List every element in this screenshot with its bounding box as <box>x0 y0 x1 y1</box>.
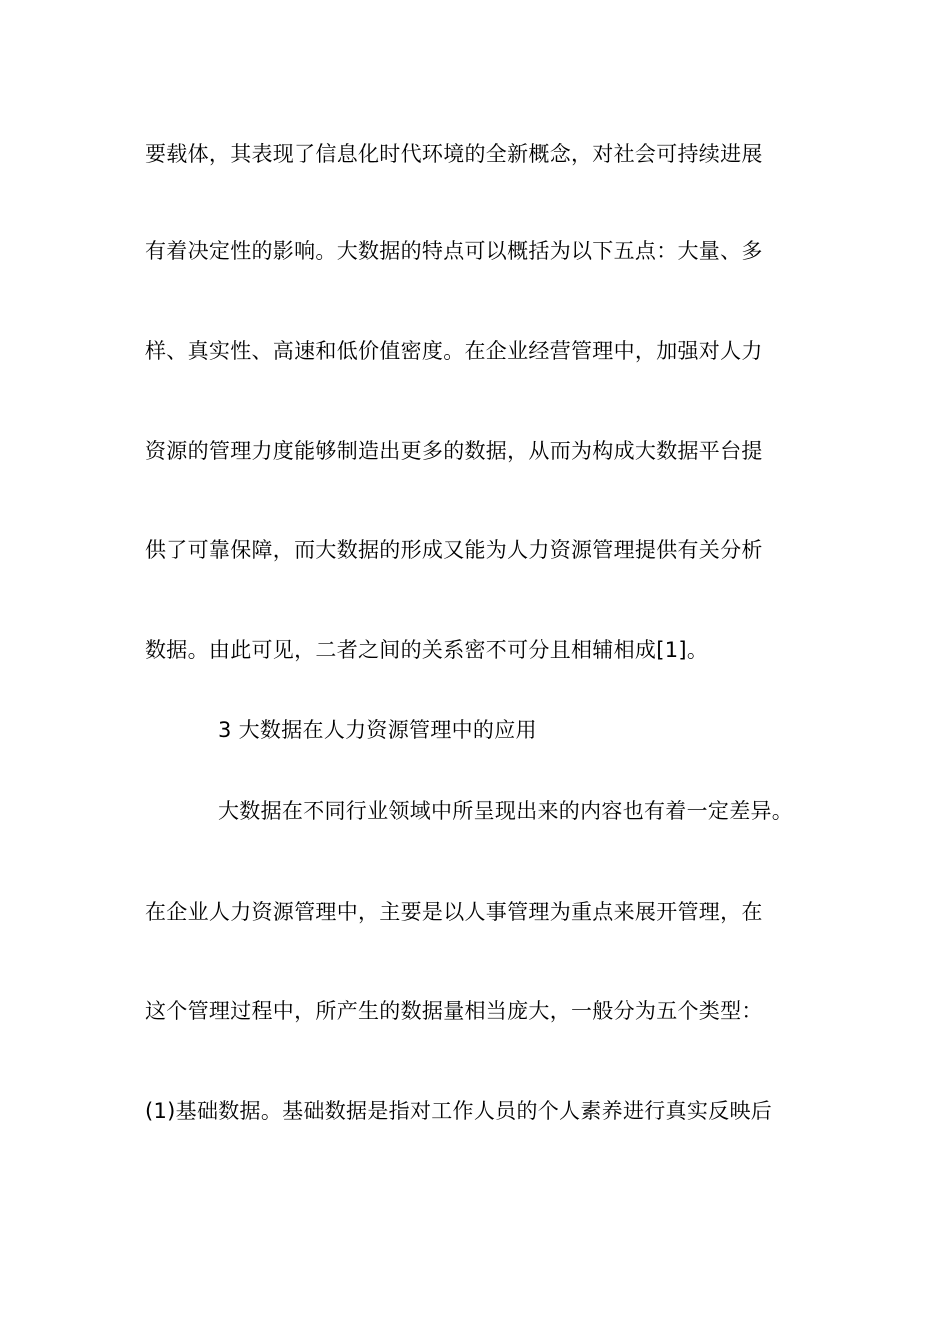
paragraph-line: 这个管理过程中，所产生的数据量相当庞大，一般分为五个类型： <box>145 999 763 1023</box>
paragraph-line: 数据。由此可见，二者之间的关系密不可分且相辅相成[1]。 <box>145 638 709 662</box>
paragraph-line: 供了可靠保障，而大数据的形成又能为人力资源管理提供有关分析 <box>145 538 763 562</box>
paragraph-line: (1)基础数据。基础数据是指对工作人员的个人素养进行真实反映后 <box>145 1099 773 1123</box>
paragraph-line: 大数据在不同行业领域中所呈现出来的内容也有着一定差异。 <box>218 799 794 823</box>
paragraph-line: 有着决定性的影响。大数据的特点可以概括为以下五点：大量、多 <box>145 239 763 263</box>
paragraph-line: 样、真实性、高速和低价值密度。在企业经营管理中，加强对人力 <box>145 339 763 363</box>
paragraph-line: 在企业人力资源管理中，主要是以人事管理为重点来展开管理，在 <box>145 900 763 924</box>
section-heading: 3 大数据在人力资源管理中的应用 <box>218 718 537 742</box>
paragraph-line: 要载体，其表现了信息化时代环境的全新概念，对社会可持续进展 <box>145 142 763 166</box>
paragraph-line: 资源的管理力度能够制造出更多的数据，从而为构成大数据平台提 <box>145 439 763 463</box>
